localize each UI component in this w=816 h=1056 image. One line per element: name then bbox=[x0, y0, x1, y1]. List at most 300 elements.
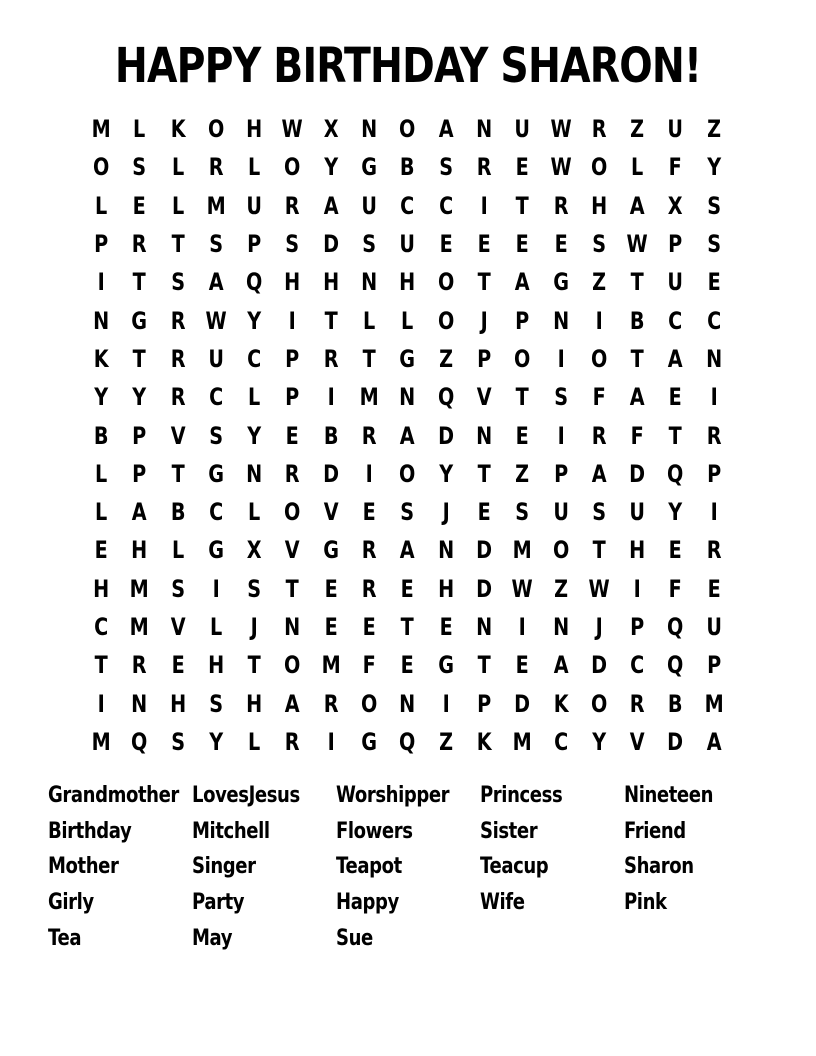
grid-letter: C bbox=[706, 306, 721, 335]
grid-letter: R bbox=[476, 153, 492, 182]
grid-letter: T bbox=[132, 344, 146, 373]
grid-letter: L bbox=[95, 498, 108, 527]
grid-letter: N bbox=[476, 613, 493, 641]
grid-letter: I bbox=[710, 383, 718, 412]
grid-letter: R bbox=[361, 574, 377, 603]
grid-letter: E bbox=[324, 574, 338, 603]
grid-letter: A bbox=[514, 268, 530, 297]
grid-letter: U bbox=[667, 115, 684, 144]
grid-letter: T bbox=[477, 459, 491, 488]
grid-letter: S bbox=[515, 498, 530, 527]
word-list-row bbox=[48, 920, 788, 956]
grid-letter: Y bbox=[438, 459, 453, 488]
grid-letter: R bbox=[629, 689, 645, 718]
grid-letter: G bbox=[131, 306, 148, 335]
word-list-item: Tea bbox=[48, 925, 82, 951]
grid-letter: O bbox=[552, 536, 569, 565]
page-title: HAPPY BIRTHDAY SHARON! bbox=[114, 38, 702, 94]
grid-letter: P bbox=[553, 459, 568, 488]
grid-letter: S bbox=[285, 230, 300, 259]
word-list-item: Flowers bbox=[336, 818, 413, 844]
grid-letter: N bbox=[93, 306, 110, 335]
grid-letter: E bbox=[669, 383, 683, 412]
grid-letter: P bbox=[94, 230, 109, 259]
grid-row bbox=[82, 148, 736, 186]
grid-letter: H bbox=[322, 268, 339, 297]
grid-letter: D bbox=[629, 459, 646, 488]
grid-letter: O bbox=[284, 651, 301, 680]
word-list-item: Grandmother bbox=[48, 783, 179, 809]
grid-letter: Q bbox=[131, 727, 148, 756]
grid-letter: P bbox=[706, 459, 721, 488]
grid-letter: Y bbox=[209, 727, 223, 756]
grid-letter: O bbox=[284, 498, 301, 527]
grid-letter: I bbox=[595, 306, 603, 335]
grid-row bbox=[82, 531, 736, 569]
grid-letter: U bbox=[361, 191, 378, 220]
grid-letter: Q bbox=[667, 613, 684, 641]
grid-letter: L bbox=[401, 306, 414, 335]
grid-letter: N bbox=[552, 306, 569, 335]
grid-row bbox=[82, 378, 736, 416]
grid-letter: F bbox=[630, 421, 644, 450]
grid-letter: N bbox=[476, 421, 493, 450]
grid-letter: L bbox=[171, 191, 184, 220]
grid-letter: A bbox=[132, 498, 147, 527]
grid-letter: N bbox=[476, 115, 493, 144]
grid-letter: O bbox=[437, 268, 454, 297]
word-list-item: Singer bbox=[192, 854, 256, 880]
grid-letter: T bbox=[132, 268, 146, 297]
grid-letter: E bbox=[324, 613, 338, 641]
grid-letter: I bbox=[97, 689, 105, 718]
grid-letter: T bbox=[630, 268, 644, 297]
grid-letter: A bbox=[591, 459, 607, 488]
grid-letter: Y bbox=[323, 153, 338, 182]
word-list-item: Party bbox=[192, 890, 245, 916]
grid-letter: R bbox=[285, 459, 301, 488]
grid-letter: P bbox=[706, 651, 721, 680]
grid-row bbox=[82, 340, 736, 378]
grid-letter: N bbox=[361, 268, 378, 297]
grid-row bbox=[82, 608, 736, 646]
grid-letter: C bbox=[247, 344, 262, 373]
word-list-item: Mother bbox=[48, 854, 119, 880]
grid-letter: U bbox=[629, 498, 646, 527]
grid-letter: P bbox=[477, 689, 492, 718]
grid-letter: H bbox=[284, 268, 301, 297]
grid-letter: Y bbox=[592, 727, 606, 756]
grid-letter: E bbox=[515, 230, 529, 259]
grid-letter: S bbox=[170, 574, 185, 603]
grid-letter: Y bbox=[706, 153, 721, 182]
grid-letter: R bbox=[170, 344, 186, 373]
grid-letter: X bbox=[668, 191, 684, 220]
grid-letter: T bbox=[515, 383, 529, 412]
grid-letter: S bbox=[247, 574, 262, 603]
word-list-item: Sister bbox=[480, 818, 538, 844]
grid-letter: O bbox=[92, 153, 110, 182]
grid-letter: Q bbox=[246, 268, 263, 297]
grid-letter: R bbox=[170, 383, 186, 412]
grid-letter: R bbox=[285, 727, 301, 756]
grid-letter: M bbox=[512, 536, 532, 565]
grid-letter: O bbox=[514, 344, 531, 373]
grid-letter: Z bbox=[592, 268, 606, 297]
grid-letter: U bbox=[399, 230, 416, 259]
grid-letter: B bbox=[323, 421, 339, 450]
word-list-row bbox=[48, 814, 788, 850]
grid-letter: U bbox=[667, 268, 684, 297]
grid-letter: P bbox=[132, 421, 147, 450]
grid-letter: G bbox=[323, 536, 339, 565]
grid-letter: Q bbox=[399, 727, 416, 756]
grid-letter: V bbox=[170, 613, 186, 641]
grid-letter: S bbox=[170, 268, 185, 297]
grid-letter: T bbox=[515, 191, 529, 220]
grid-letter: S bbox=[400, 498, 415, 527]
grid-letter: P bbox=[668, 230, 683, 259]
grid-letter: E bbox=[132, 191, 147, 220]
grid-letter: Z bbox=[706, 115, 721, 144]
grid-letter: U bbox=[552, 498, 569, 527]
grid-letter: D bbox=[476, 574, 493, 603]
grid-letter: I bbox=[442, 689, 450, 718]
grid-letter: W bbox=[588, 574, 610, 603]
grid-letter: A bbox=[438, 115, 454, 144]
grid-letter: I bbox=[518, 613, 526, 641]
grid-letter: O bbox=[590, 689, 608, 718]
grid-letter: T bbox=[94, 651, 108, 680]
grid-letter: N bbox=[399, 383, 416, 412]
grid-letter: I bbox=[633, 574, 641, 603]
grid-letter: L bbox=[363, 306, 376, 335]
grid-letter: R bbox=[361, 421, 377, 450]
grid-letter: L bbox=[133, 115, 146, 144]
word-list-item: Friend bbox=[624, 818, 686, 844]
grid-letter: X bbox=[246, 536, 262, 565]
grid-letter: X bbox=[323, 115, 339, 144]
grid-letter: K bbox=[170, 115, 186, 144]
grid-letter: H bbox=[399, 268, 416, 297]
grid-row bbox=[82, 570, 736, 608]
grid-letter: S bbox=[706, 191, 721, 220]
grid-letter: Z bbox=[553, 574, 568, 603]
grid-letter: L bbox=[95, 191, 108, 220]
grid-letter: S bbox=[438, 153, 453, 182]
grid-letter: K bbox=[476, 727, 492, 756]
grid-letter: U bbox=[246, 191, 263, 220]
grid-letter: L bbox=[171, 153, 184, 182]
grid-letter: I bbox=[365, 459, 373, 488]
grid-letter: E bbox=[286, 421, 300, 450]
grid-letter: M bbox=[91, 115, 111, 144]
grid-row bbox=[82, 110, 736, 148]
grid-letter: C bbox=[438, 191, 453, 220]
grid-letter: E bbox=[400, 651, 415, 680]
grid-letter: Q bbox=[437, 383, 454, 412]
grid-letter: E bbox=[669, 536, 683, 565]
grid-letter: S bbox=[209, 230, 223, 259]
grid-letter: W bbox=[626, 230, 648, 259]
grid-letter: L bbox=[248, 498, 261, 527]
grid-letter: P bbox=[247, 230, 262, 259]
grid-letter: S bbox=[553, 383, 568, 412]
grid-letter: A bbox=[629, 191, 645, 220]
grid-letter: S bbox=[592, 498, 606, 527]
grid-letter: W bbox=[550, 115, 572, 144]
grid-letter: E bbox=[439, 613, 453, 641]
grid-letter: H bbox=[590, 191, 608, 220]
grid-letter: E bbox=[362, 498, 376, 527]
grid-row bbox=[82, 493, 736, 531]
grid-letter: T bbox=[247, 651, 261, 680]
grid-letter: A bbox=[706, 727, 722, 756]
grid-letter: R bbox=[706, 421, 722, 450]
word-list-row bbox=[48, 778, 788, 814]
grid-letter: W bbox=[550, 153, 572, 182]
word-list-item: Mitchell bbox=[192, 818, 270, 844]
grid-letter: B bbox=[93, 421, 109, 450]
grid-letter: A bbox=[208, 268, 224, 297]
grid-row bbox=[82, 301, 736, 339]
grid-letter: H bbox=[131, 536, 148, 565]
grid-letter: H bbox=[246, 689, 263, 718]
grid-letter: T bbox=[477, 268, 491, 297]
grid-letter: D bbox=[514, 689, 531, 718]
grid-letter: O bbox=[399, 459, 416, 488]
grid-letter: O bbox=[399, 115, 416, 144]
word-list-item: Wife bbox=[480, 890, 525, 916]
grid-letter: C bbox=[668, 306, 683, 335]
grid-letter: V bbox=[170, 421, 186, 450]
grid-letter: E bbox=[439, 230, 453, 259]
grid-letter: J bbox=[442, 498, 450, 527]
grid-letter: T bbox=[286, 574, 300, 603]
grid-letter: R bbox=[208, 153, 224, 182]
grid-letter: D bbox=[322, 230, 339, 259]
grid-letter: I bbox=[327, 727, 335, 756]
grid-letter: H bbox=[169, 689, 186, 718]
grid-letter: G bbox=[437, 651, 454, 680]
grid-letter: P bbox=[630, 613, 645, 641]
grid-letter: O bbox=[437, 306, 454, 335]
grid-letter: R bbox=[553, 191, 569, 220]
grid-letter: N bbox=[399, 689, 416, 718]
grid-letter: C bbox=[94, 613, 109, 641]
grid-row bbox=[82, 187, 736, 225]
grid-letter: R bbox=[591, 421, 607, 450]
word-list-item: Girly bbox=[48, 890, 94, 916]
grid-letter: T bbox=[171, 230, 185, 259]
word-list-item: Teacup bbox=[480, 854, 549, 880]
grid-letter: T bbox=[592, 536, 606, 565]
grid-letter: B bbox=[668, 689, 683, 718]
grid-letter: B bbox=[170, 498, 186, 527]
grid-letter: H bbox=[246, 115, 263, 144]
grid-letter: Y bbox=[94, 383, 109, 412]
grid-letter: R bbox=[132, 230, 147, 259]
grid-letter: E bbox=[171, 651, 185, 680]
word-list-row bbox=[48, 849, 788, 885]
grid-letter: P bbox=[285, 383, 300, 412]
word-list-item: Princess bbox=[480, 783, 563, 809]
grid-letter: Z bbox=[515, 459, 530, 488]
grid-letter: S bbox=[209, 421, 223, 450]
grid-letter: N bbox=[705, 344, 722, 373]
grid-row bbox=[82, 225, 736, 263]
grid-letter: E bbox=[515, 421, 529, 450]
grid-letter: W bbox=[282, 115, 304, 144]
grid-letter: I bbox=[710, 498, 718, 527]
grid-letter: Z bbox=[438, 727, 453, 756]
word-list-item: Teapot bbox=[336, 854, 402, 880]
grid-letter: T bbox=[324, 306, 338, 335]
grid-letter: L bbox=[248, 383, 261, 412]
grid-letter: J bbox=[250, 613, 258, 641]
grid-row bbox=[82, 455, 736, 493]
grid-letter: P bbox=[132, 459, 147, 488]
grid-letter: Z bbox=[630, 115, 645, 144]
grid-letter: V bbox=[629, 727, 645, 756]
grid-letter: N bbox=[552, 613, 569, 641]
grid-letter: F bbox=[592, 383, 606, 412]
grid-letter: M bbox=[206, 191, 226, 220]
grid-letter: F bbox=[669, 153, 683, 182]
grid-letter: M bbox=[129, 613, 150, 641]
grid-letter: T bbox=[171, 459, 185, 488]
grid-letter: M bbox=[512, 727, 532, 756]
grid-letter: S bbox=[592, 230, 606, 259]
grid-letter: A bbox=[553, 651, 569, 680]
grid-letter: R bbox=[170, 306, 186, 335]
grid-letter: G bbox=[361, 153, 378, 182]
grid-letter: Y bbox=[247, 421, 262, 450]
grid-letter: R bbox=[132, 651, 147, 680]
grid-letter: G bbox=[399, 344, 416, 373]
grid-letter: W bbox=[205, 306, 227, 335]
word-list-item: Worshipper bbox=[336, 783, 450, 809]
word-list-item: Happy bbox=[336, 890, 399, 916]
grid-letter: Y bbox=[247, 306, 262, 335]
grid-letter: R bbox=[323, 689, 339, 718]
grid-letter: H bbox=[93, 574, 110, 603]
grid-letter: L bbox=[171, 536, 184, 565]
grid-letter: C bbox=[208, 498, 224, 527]
grid-row bbox=[82, 723, 736, 761]
word-list-item: LovesJesus bbox=[192, 783, 300, 809]
grid-letter: S bbox=[170, 727, 185, 756]
grid-letter: C bbox=[553, 727, 568, 756]
grid-letter: U bbox=[514, 115, 531, 144]
grid-row bbox=[82, 646, 736, 684]
grid-letter: U bbox=[706, 613, 722, 641]
grid-letter: S bbox=[209, 689, 223, 718]
grid-letter: E bbox=[707, 268, 721, 297]
grid-letter: R bbox=[285, 191, 301, 220]
grid-letter: L bbox=[248, 153, 261, 182]
grid-letter: Q bbox=[667, 651, 684, 680]
grid-letter: P bbox=[477, 344, 492, 373]
grid-letter: E bbox=[477, 498, 491, 527]
grid-letter: E bbox=[707, 574, 721, 603]
grid-letter: I bbox=[557, 344, 565, 373]
grid-letter: N bbox=[284, 613, 301, 641]
grid-letter: I bbox=[480, 191, 488, 220]
word-list-item: Nineteen bbox=[624, 783, 714, 809]
word-list-item: Pink bbox=[624, 890, 667, 916]
word-list-item: May bbox=[192, 925, 233, 951]
grid-letter: A bbox=[400, 421, 415, 450]
grid-letter: P bbox=[285, 344, 300, 373]
grid-letter: N bbox=[437, 536, 454, 565]
grid-letter: H bbox=[629, 536, 646, 565]
grid-letter: D bbox=[667, 727, 684, 756]
word-list-row bbox=[48, 885, 788, 921]
word-list-item: Sharon bbox=[624, 854, 694, 880]
grid-letter: A bbox=[400, 536, 415, 565]
grid-letter: E bbox=[94, 536, 108, 565]
grid-letter: N bbox=[361, 115, 378, 144]
grid-letter: S bbox=[706, 230, 721, 259]
grid-letter: Y bbox=[132, 383, 147, 412]
grid-letter: E bbox=[477, 230, 491, 259]
grid-letter: T bbox=[669, 421, 683, 450]
grid-letter: T bbox=[477, 651, 491, 680]
grid-letter: M bbox=[129, 574, 150, 603]
grid-letter: D bbox=[322, 459, 339, 488]
grid-letter: H bbox=[437, 574, 454, 603]
grid-letter: R bbox=[323, 344, 339, 373]
grid-letter: E bbox=[515, 651, 529, 680]
grid-row bbox=[82, 263, 736, 301]
grid-letter: K bbox=[553, 689, 569, 718]
grid-letter: C bbox=[400, 191, 415, 220]
grid-letter: A bbox=[629, 383, 645, 412]
grid-letter: F bbox=[362, 651, 376, 680]
grid-letter: J bbox=[480, 306, 488, 335]
grid-letter: T bbox=[400, 613, 415, 641]
grid-letter: L bbox=[95, 459, 108, 488]
grid-letter: O bbox=[207, 115, 225, 144]
grid-letter: L bbox=[248, 727, 261, 756]
word-list bbox=[48, 778, 788, 956]
grid-letter: V bbox=[476, 383, 492, 412]
grid-letter: R bbox=[361, 536, 377, 565]
grid-letter: N bbox=[246, 459, 263, 488]
grid-letter: A bbox=[323, 191, 339, 220]
grid-letter: O bbox=[590, 344, 608, 373]
grid-letter: D bbox=[437, 421, 454, 450]
grid-letter: R bbox=[591, 115, 607, 144]
grid-letter: O bbox=[284, 153, 301, 182]
grid-letter: M bbox=[321, 651, 341, 680]
grid-letter: C bbox=[208, 383, 224, 412]
grid-letter: T bbox=[362, 344, 376, 373]
grid-letter: B bbox=[400, 153, 415, 182]
grid-letter: N bbox=[131, 689, 148, 718]
grid-letter: Q bbox=[667, 459, 684, 488]
grid-letter: P bbox=[515, 306, 530, 335]
grid-letter: D bbox=[476, 536, 493, 565]
grid-letter: I bbox=[327, 383, 335, 412]
grid-letter: Y bbox=[668, 498, 683, 527]
grid-letter: M bbox=[704, 689, 724, 718]
grid-letter: A bbox=[285, 689, 301, 718]
grid-letter: C bbox=[630, 651, 645, 680]
grid-letter: J bbox=[595, 613, 603, 641]
grid-row bbox=[82, 416, 736, 454]
